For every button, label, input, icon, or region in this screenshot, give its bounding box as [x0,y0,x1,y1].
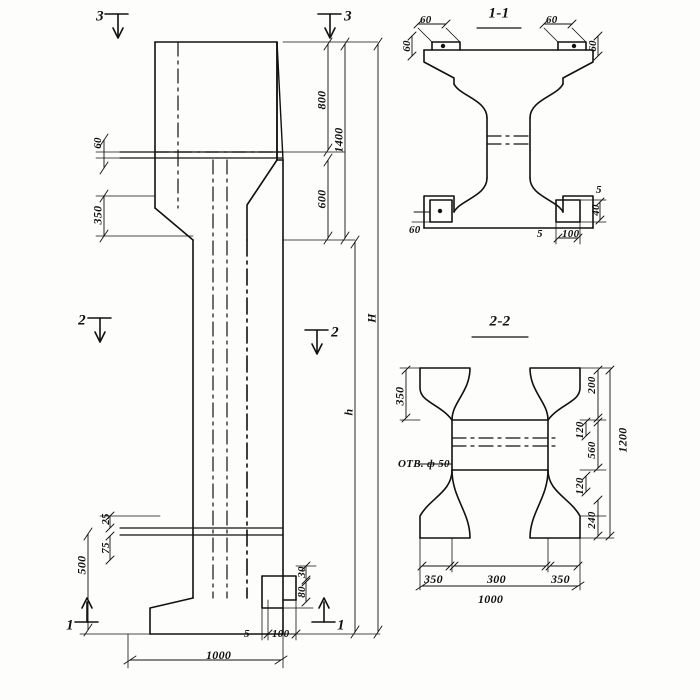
sec11-dim-100-bottom: 100 [562,228,580,240]
view-mark-2-left: 2 [78,312,86,329]
sec22-dim-1000: 1000 [478,592,504,606]
sec22-dim-350-left: 350 [392,386,407,406]
sec22-dim-120-lower: 120 [574,477,586,495]
sec22-dim-300: 300 [487,572,506,586]
dim-600: 600 [314,189,329,209]
view-mark-3-right: 3 [344,8,352,25]
dim-1000-bottom: 1000 [206,648,232,662]
sec11-dim-5-right: 5 [596,184,602,196]
sec22-dim-350-b2: 350 [551,572,570,586]
section-title-2-2: 2-2 [489,313,511,330]
dim-75: 75 [100,542,112,554]
dim-30: 30 [296,566,308,578]
sec22-dim-200: 200 [586,376,598,394]
sec11-dim-5-bottom: 5 [537,228,543,240]
dim-350-left: 350 [90,205,105,225]
section-title-1-1: 1-1 [488,5,510,22]
view-mark-1-right: 1 [337,617,345,634]
sec22-dim-240: 240 [586,511,598,529]
dim-500-left: 500 [74,555,89,575]
sec11-dim-60-bottom-left: 60 [409,224,421,236]
sec22-dim-560: 560 [586,441,598,459]
view-mark-2-right: 2 [331,324,339,341]
sec11-dim-60-top-right: 60 [546,14,558,26]
sec22-dim-1200: 1200 [615,427,630,453]
view-mark-1-left: 1 [66,617,74,634]
sec11-dim-60-right-vert: 60 [587,40,599,52]
dim-h: h [341,408,356,416]
dim-H: H [364,313,379,323]
sec11-dim-40-right: 40 [590,204,602,216]
dim-5-bottom: 5 [244,628,250,640]
dim-25: 25 [100,513,112,525]
dim-1400: 1400 [331,127,346,153]
sec11-dim-60-top-left: 60 [420,14,432,26]
sec22-dim-350-b1: 350 [424,572,443,586]
dim-800: 800 [314,90,329,110]
sec22-hole-note: OTB. ф 50 [398,458,450,470]
dim-80: 80 [296,586,308,598]
dim-60-top-left: 60 [92,137,104,149]
view-mark-3-left: 3 [96,8,104,25]
sec22-dim-120-upper: 120 [574,421,586,439]
dim-100-bottom: 100 [272,628,290,640]
sec11-dim-60-left-vert: 60 [401,40,413,52]
